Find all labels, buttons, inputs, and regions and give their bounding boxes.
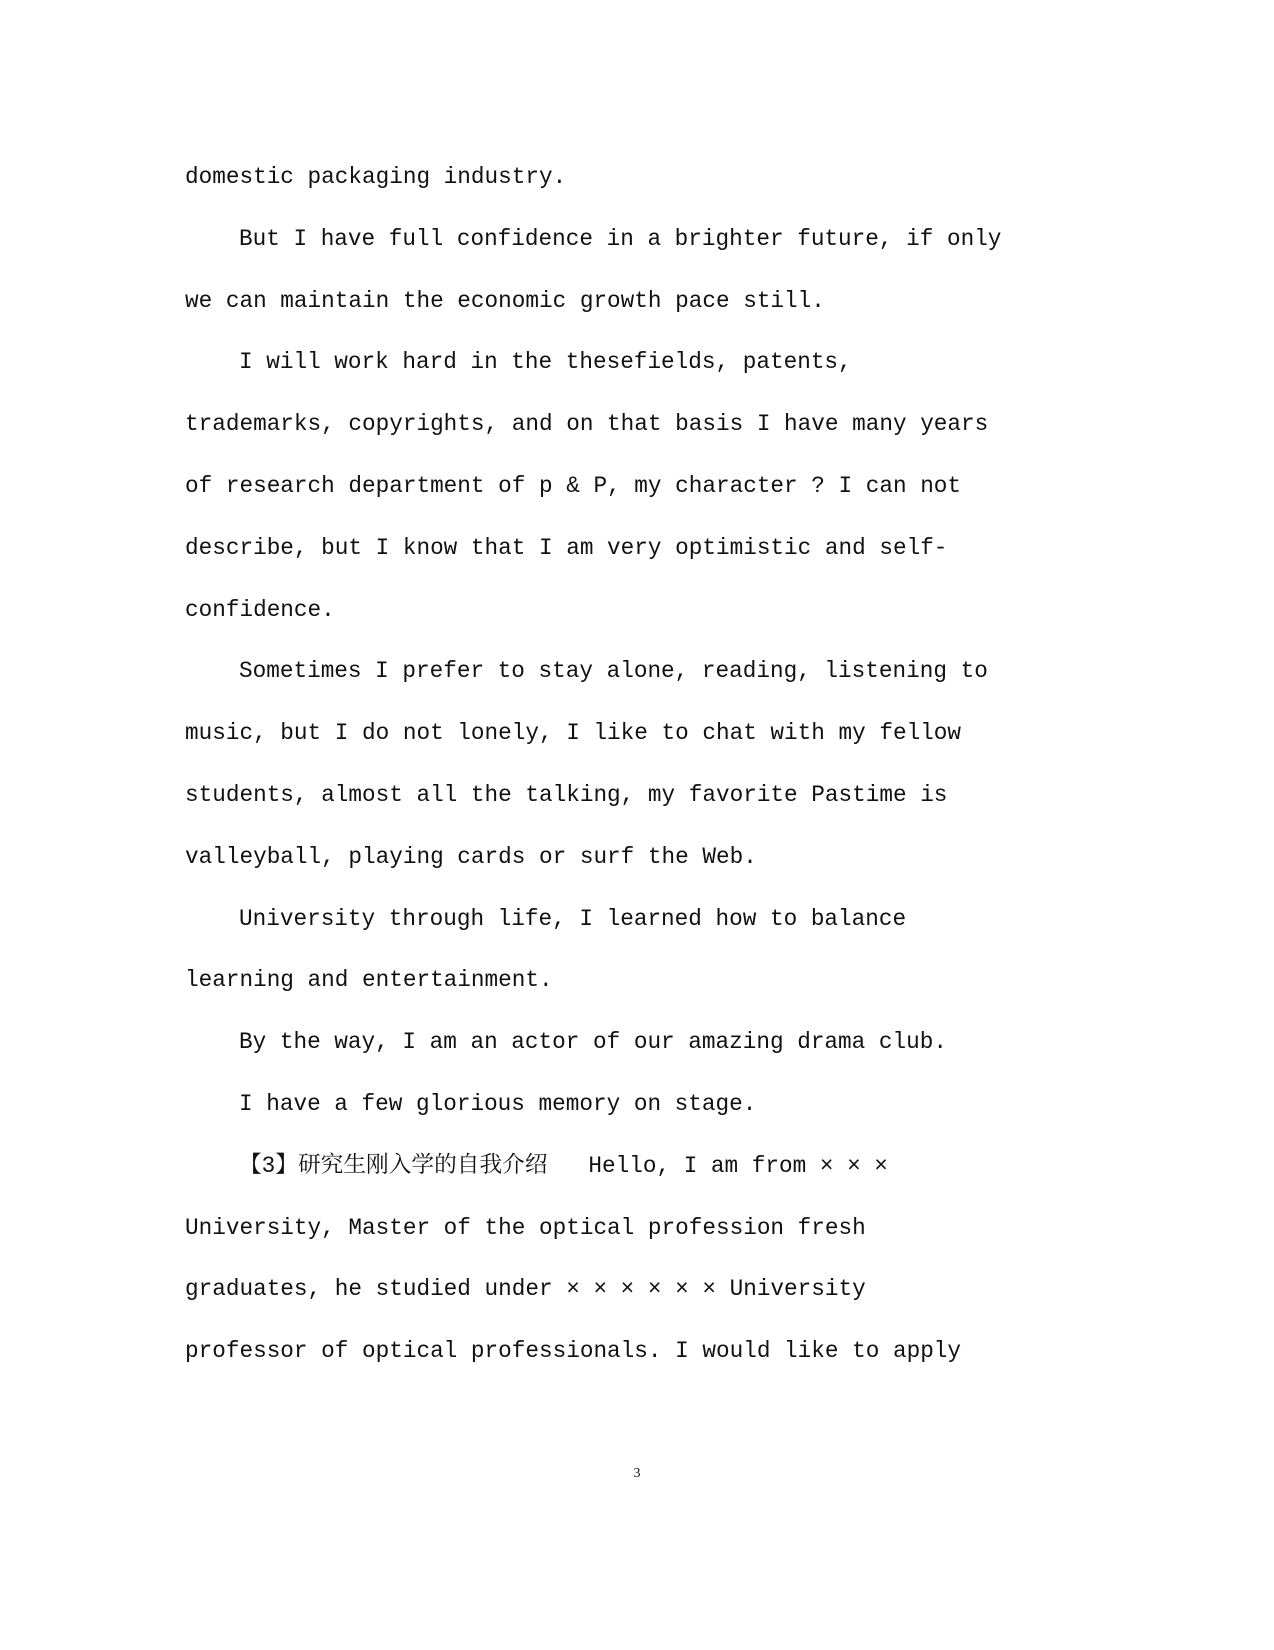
text-line: But I have full confidence in a brighter future, if only <box>239 225 1002 252</box>
text-line: domestic packaging industry. <box>185 164 567 190</box>
text-line: we can maintain the economic growth pace still. <box>185 287 825 314</box>
text-line: University through life, I learned how to balance <box>239 905 907 932</box>
page-number: 3 <box>633 1466 641 1481</box>
text-line: valleyball, playing cards or surf the Web. <box>185 843 757 870</box>
text-line: professor of optical professionals. I would like to apply <box>185 1338 962 1365</box>
text-line: describe, but I know that I am very optimistic and self- <box>185 534 948 561</box>
text-line: confidence. <box>185 596 335 623</box>
text-line: students, almost all the talking, my favorite Pastime is <box>185 782 948 808</box>
text-line: Sometimes I prefer to stay alone, reading, listening to <box>239 658 988 685</box>
text-line: I will work hard in the thesefields, patents, <box>239 349 852 376</box>
text-line: graduates, he studied under × × × × × × University <box>185 1276 866 1303</box>
text-line: learning and entertainment. <box>185 967 553 994</box>
text-line: trademarks, copyrights, and on that basis I have many years <box>185 411 989 438</box>
text-line: music, but I do not lonely, I like to chat with my fellow <box>185 720 962 747</box>
text-line: University, Master of the optical profession fresh <box>185 1214 866 1241</box>
text-line: of research department of p & P, my character ? I can not <box>185 473 962 499</box>
text-line: 【3】研究生刚入学的自我介绍 Hello, I am from × × × <box>239 1152 888 1179</box>
text-line: By the way, I am an actor of our amazing drama club. <box>239 1029 947 1056</box>
text-line: I have a few glorious memory on stage. <box>239 1091 757 1117</box>
